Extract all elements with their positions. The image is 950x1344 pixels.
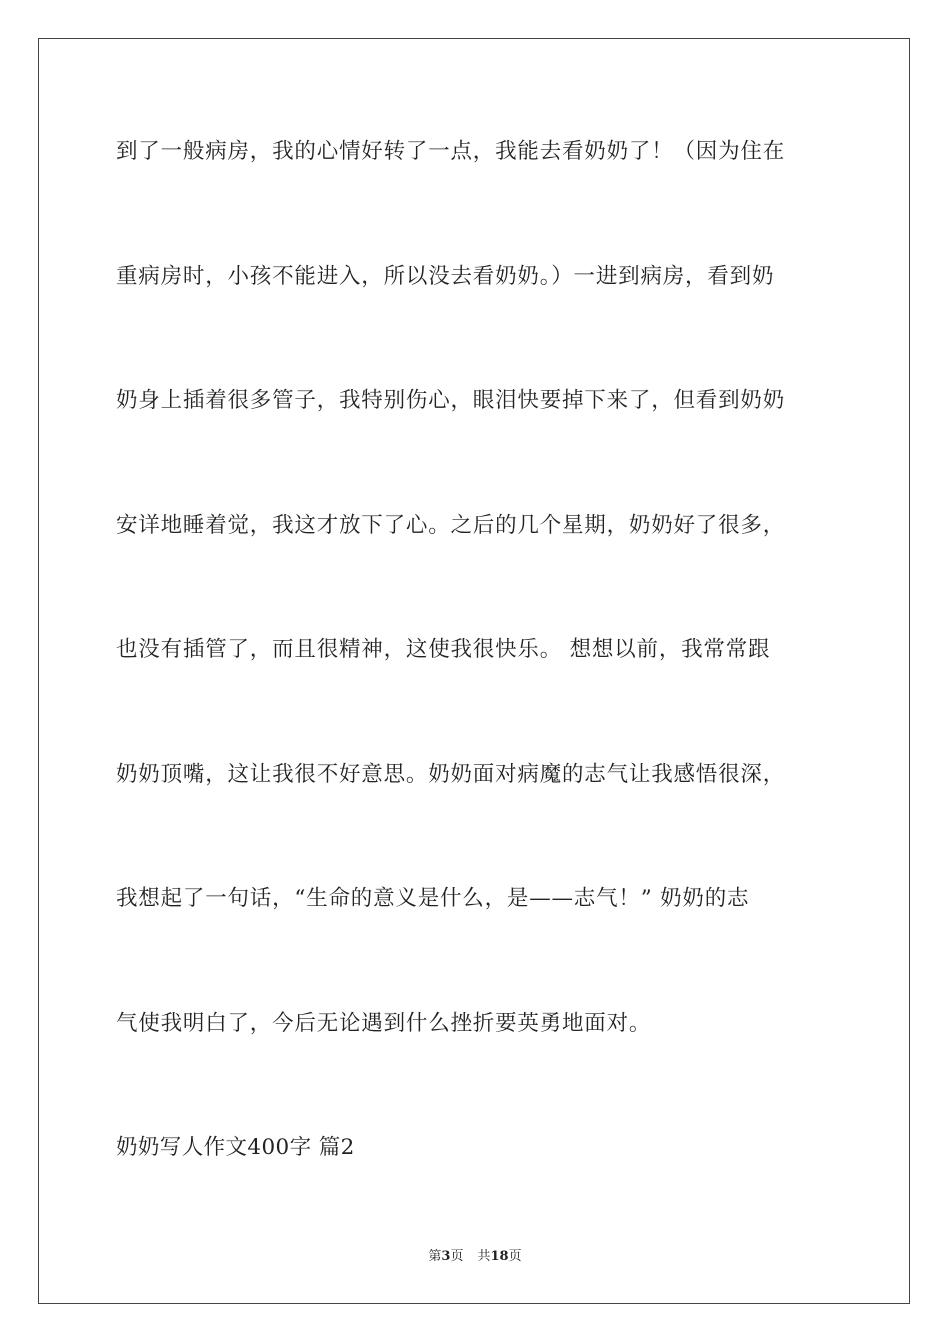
paragraph-line: 到了一般病房，我的心情好转了一点，我能去看奶奶了！（因为住在 [116, 139, 786, 164]
paragraph-line: 安详地睡着觉，我这才放下了心。之后的几个星期，奶奶好了很多， [116, 512, 786, 538]
total-suffix: 页 [508, 1249, 522, 1264]
paragraph-line: 奶奶顶嘴，这让我很不好意思。奶奶面对病魔的志气让我感悟很深， [116, 761, 786, 787]
current-page-number: 3 [441, 1249, 451, 1264]
document-body [116, 130, 836, 1126]
paragraph-line: 也没有插管了，而且很精神，这使我很快乐。 想想以前，我常常跟 [116, 637, 771, 662]
page-footer [0, 1245, 950, 1264]
paragraph-line: 奶身上插着很多管子，我特别伤心，眼泪快要掉下来了，但看到奶奶 [116, 388, 786, 413]
total-page-count: 18 [490, 1249, 509, 1264]
paragraph-line: 我想起了一句话，“生命的意义是什么，是——志气！” 奶奶的志 [116, 886, 750, 911]
section-heading: 奶奶写人作文400字 篇2 [116, 1135, 355, 1160]
page-prefix: 第 [428, 1249, 442, 1264]
paragraph-line: 气使我明白了，今后无论遇到什么挫折要英勇地面对。 [116, 1010, 652, 1036]
paragraph-line: 重病房时，小孩不能进入，所以没去看奶奶。）一进到病房，看到奶 [116, 263, 775, 289]
page-suffix: 页 [450, 1249, 464, 1264]
total-prefix: 共 [477, 1249, 491, 1264]
